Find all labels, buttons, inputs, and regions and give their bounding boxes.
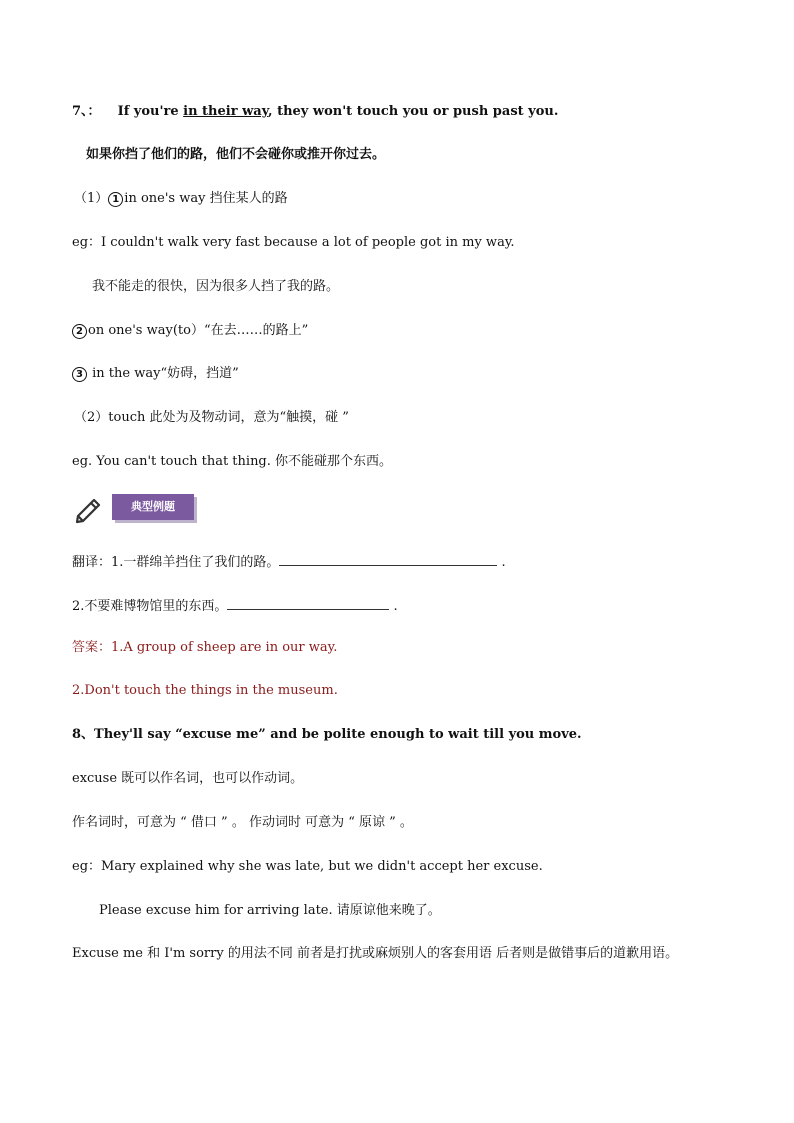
- exercise-q2: [72, 595, 398, 616]
- item8-sentence: 8、They'll say “excuse me” and be polite enough to wait till you move.: [72, 727, 582, 742]
- example-tag: 典型例题: [112, 494, 194, 520]
- point2-text: （2）touch 此处为及物动词，意为“触摸，碰 ”: [74, 410, 349, 425]
- circled-number-icon: 3: [72, 367, 87, 382]
- point1c-line: [72, 365, 239, 383]
- point1c-text: in the way“妨碍，挡道”: [88, 366, 239, 381]
- circled-number-icon: 2: [72, 324, 87, 339]
- point1-eg-translation: 我不能走的很快，因为很多人挡了我的路。: [92, 279, 340, 294]
- item8-line1: excuse 既可以作名词，也可以作动词。: [72, 771, 304, 786]
- circled-number-icon: 1: [108, 192, 123, 207]
- item8-eg2: Please excuse him for arriving late. 请原谅他来晚了。: [99, 903, 441, 918]
- point2-eg: eg. You can't touch that thing. 你不能碰那个东西。: [72, 454, 393, 469]
- item8-line2: 作名词时，可意为 “ 借口 ” 。 作动词时 可意为 “ 原谅 ” 。: [72, 815, 413, 830]
- exercise-q1-text: 翻译：1.一群绵羊挡住了我们的路。: [72, 555, 280, 570]
- exercise-q2-end: .: [389, 599, 398, 614]
- item8-eg: eg：Mary explained why she was late, but we didn't accept her excuse.: [72, 859, 543, 874]
- item7-sentence-pre: If you're: [117, 104, 184, 119]
- item7-number: 7、：: [72, 104, 101, 119]
- item7-sentence-post: , they won't touch you or push past you.: [268, 104, 559, 119]
- exercise-q2-text: 2.不要难博物馆里的东西。: [72, 599, 228, 614]
- item7-translation: 如果你挡了他们的路，他们不会碰你或推开你过去。: [86, 147, 386, 162]
- item7-sentence: [72, 103, 558, 121]
- point1-line: [74, 190, 288, 208]
- point1-eg: eg：I couldn't walk very fast because a lot of people got in my way.: [72, 235, 515, 250]
- answer-blank-1[interactable]: [279, 551, 497, 566]
- answer-blank-2[interactable]: [227, 595, 389, 610]
- answer-line-2: 2.Don't touch the things in the museum.: [72, 683, 338, 698]
- pencil-icon: [72, 492, 104, 524]
- item7-sentence-underlined: in their way: [183, 104, 269, 119]
- exercise-q1-end: .: [497, 555, 506, 570]
- point1-text: in one's way 挡住某人的路: [124, 191, 288, 206]
- point1-prefix: （1）: [74, 191, 109, 206]
- exercise-q1: [72, 551, 506, 572]
- point1b-line: [72, 322, 308, 340]
- item8-paragraph: Excuse me 和 I'm sorry 的用法不同 前者是打扰或麻烦别人的客套用语 后者则是做错事后的道歉用语。: [72, 946, 679, 961]
- answer-line-1: 答案：1.A group of sheep are in our way.: [72, 640, 338, 655]
- point1b-text: on one's way(to）“在去……的路上”: [88, 323, 309, 338]
